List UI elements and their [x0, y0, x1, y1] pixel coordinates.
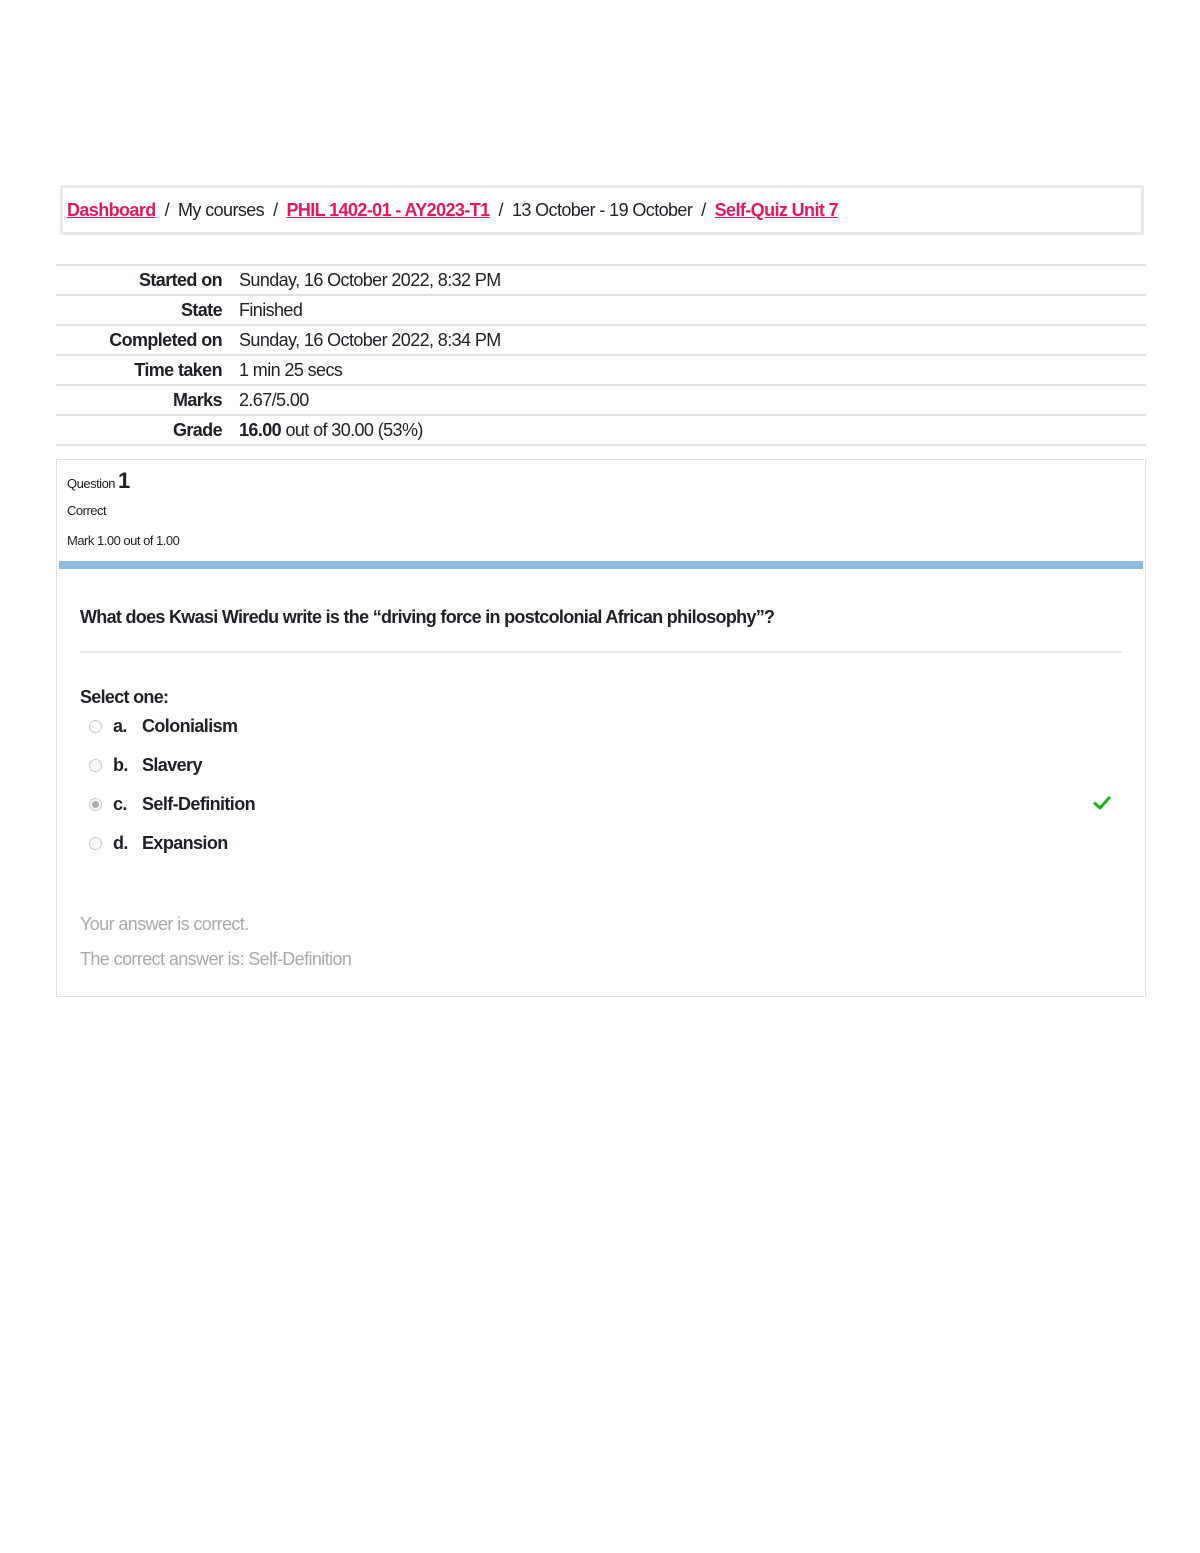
answer-letter: d. — [113, 832, 128, 853]
select-one-prompt: Select one: — [80, 687, 169, 707]
summary-row-time-taken — [56, 356, 1146, 386]
feedback-result: Your answer is correct. — [80, 914, 249, 934]
summary-value: Finished — [239, 299, 303, 320]
breadcrumb-week: 13 October - 19 October — [511, 199, 693, 220]
summary-value — [239, 420, 423, 441]
summary-label: Marks — [172, 389, 222, 410]
radio-button[interactable] — [89, 837, 102, 850]
summary-label: Time taken — [134, 359, 222, 380]
breadcrumb-course-link[interactable]: PHIL 1402-01 - AY2023-T1 — [286, 199, 490, 220]
answer-text: Colonialism — [142, 715, 238, 736]
answer-letter: b. — [113, 754, 128, 775]
grade-score: 16.00 — [239, 419, 282, 440]
summary-row-started — [56, 266, 1146, 296]
question-outcome — [59, 898, 1143, 994]
summary-label: Completed on — [109, 329, 222, 350]
breadcrumb — [60, 185, 1144, 235]
breadcrumb-separator: / — [498, 199, 503, 220]
summary-value: 1 min 25 secs — [239, 359, 343, 380]
answer-text: Expansion — [142, 832, 228, 853]
answer-letter: c. — [113, 793, 127, 814]
radio-button[interactable] — [89, 759, 102, 772]
breadcrumb-separator: / — [273, 199, 278, 220]
check-icon — [1093, 794, 1111, 812]
answer-letter: a. — [113, 715, 127, 736]
answer-option-d[interactable] — [89, 829, 1119, 857]
question-info — [67, 468, 179, 556]
question-card — [56, 459, 1146, 997]
radio-button[interactable] — [89, 720, 102, 733]
feedback-correct-answer: The correct answer is: Self-Definition — [80, 949, 352, 969]
summary-row-state — [56, 296, 1146, 326]
answer-option-c[interactable] — [89, 790, 1119, 818]
attempt-summary-table — [56, 264, 1146, 446]
breadcrumb-quiz-link[interactable]: Self-Quiz Unit 7 — [714, 199, 839, 220]
summary-value: Sunday, 16 October 2022, 8:34 PM — [239, 329, 501, 350]
answer-text: Self-Definition — [142, 793, 255, 814]
question-mark: Mark 1.00 out of 1.00 — [67, 533, 180, 548]
question-number-value: 1 — [118, 468, 130, 493]
summary-row-marks — [56, 386, 1146, 416]
summary-row-completed — [56, 326, 1146, 356]
answer-text: Slavery — [142, 754, 202, 775]
summary-value: Sunday, 16 October 2022, 8:32 PM — [239, 269, 501, 290]
answer-option-b[interactable] — [89, 751, 1119, 779]
summary-label: State — [180, 299, 222, 320]
question-label: Question — [67, 476, 116, 491]
breadcrumb-dashboard-link[interactable]: Dashboard — [67, 199, 156, 220]
answer-option-a[interactable] — [89, 712, 1119, 740]
question-status: Correct — [67, 503, 107, 518]
breadcrumb-my-courses: My courses — [178, 199, 265, 220]
radio-button-selected[interactable] — [89, 798, 102, 811]
summary-label: Started on — [138, 269, 222, 290]
breadcrumb-separator: / — [164, 199, 170, 220]
grade-out-of: out of 30.00 (53%) — [281, 419, 423, 440]
summary-value: 2.67/5.00 — [239, 389, 309, 410]
question-text: What does Kwasi Wiredu write is the “driving force in postcolonial African philosophy”? — [80, 607, 775, 627]
question-formulation — [59, 561, 1143, 898]
summary-row-grade — [56, 416, 1146, 446]
summary-label: Grade — [172, 419, 222, 440]
divider — [80, 651, 1122, 653]
question-number — [67, 468, 179, 496]
breadcrumb-separator: / — [701, 199, 706, 220]
